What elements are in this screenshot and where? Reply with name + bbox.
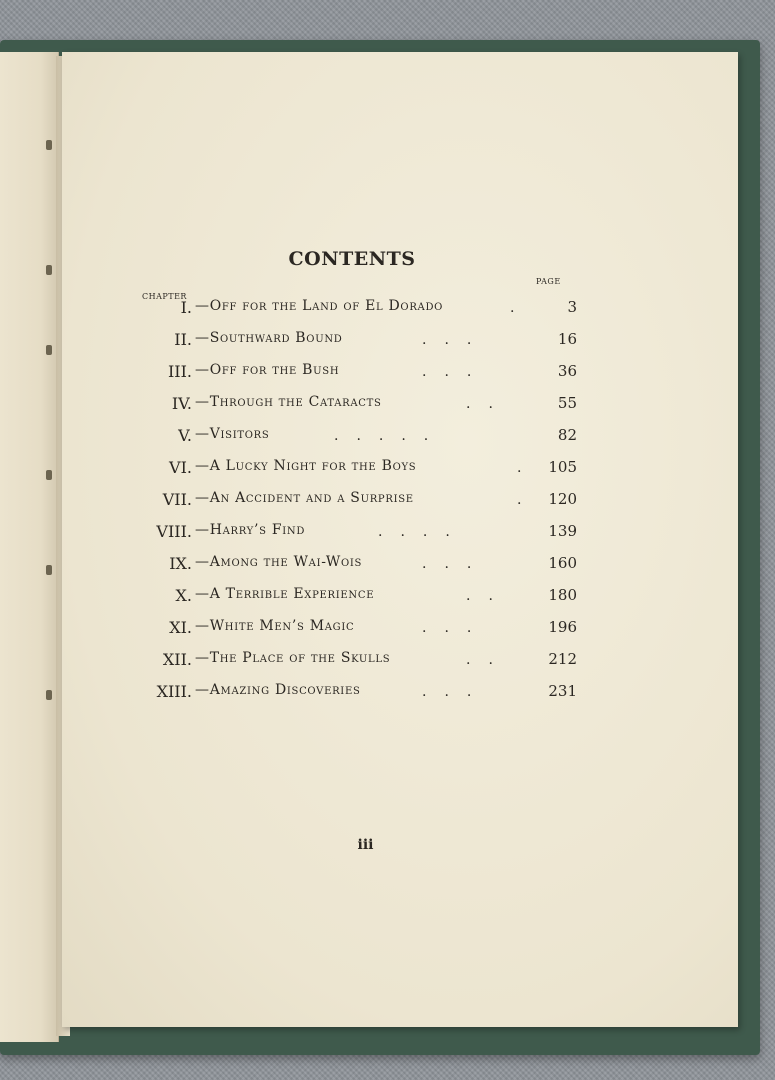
- page-number: 160: [548, 554, 577, 572]
- chapter-number: XII.: [162, 650, 192, 669]
- leader-dots: ..: [466, 396, 511, 412]
- leader-dots: .....: [334, 428, 447, 444]
- chapter-number: I.: [180, 298, 192, 317]
- binding-stitch: [46, 565, 52, 575]
- chapter-number: VI.: [169, 458, 192, 477]
- page-folio: iii: [357, 837, 374, 853]
- chapter-number: II.: [174, 330, 192, 349]
- toc-entry: [62, 426, 602, 450]
- chapter-number: XI.: [169, 618, 192, 637]
- leader-dots: ...: [422, 332, 490, 348]
- page-number: 196: [548, 618, 577, 636]
- leader-dots: ...: [422, 556, 490, 572]
- toc-entry: [62, 682, 602, 706]
- chapter-title: —Off for the Bush: [195, 362, 340, 378]
- chapter-title: —White Men’s Magic: [195, 618, 355, 634]
- toc-entry: [62, 394, 602, 418]
- contents-page: [62, 52, 738, 1027]
- chapter-title: —Among the Wai-Wois: [195, 554, 363, 570]
- page-number: 180: [548, 586, 577, 604]
- chapter-number: III.: [167, 362, 192, 381]
- chapter-title: —Harry’s Find: [195, 522, 306, 538]
- chapter-title: —Visitors: [195, 426, 270, 442]
- toc-entry: [62, 522, 602, 546]
- page-number: 139: [548, 522, 577, 540]
- leader-dots: .: [510, 300, 533, 316]
- chapter-number: VII.: [162, 490, 192, 509]
- binding-stitch: [46, 265, 52, 275]
- left-page-edge: [0, 52, 59, 1042]
- chapter-title: —Through the Cataracts: [195, 394, 382, 410]
- chapter-title: —Southward Bound: [195, 330, 343, 346]
- page-number: 3: [567, 298, 577, 316]
- chapter-number: V.: [178, 426, 192, 445]
- toc-entry: [62, 618, 602, 642]
- page-number: 212: [548, 650, 577, 668]
- page-number: 231: [548, 682, 577, 700]
- toc-entry: [62, 362, 602, 386]
- chapter-number: XIII.: [156, 682, 192, 701]
- page-title: CONTENTS: [288, 248, 416, 270]
- toc-entry: [62, 330, 602, 354]
- binding-stitch: [46, 140, 52, 150]
- binding-stitch: [46, 345, 52, 355]
- toc-entry: [62, 458, 602, 482]
- toc-entry: [62, 490, 602, 514]
- page-number: 55: [557, 394, 577, 412]
- page-number: 105: [548, 458, 577, 476]
- chapter-number: VIII.: [156, 522, 192, 541]
- page-number: 16: [557, 330, 577, 348]
- toc-entry: [62, 586, 602, 610]
- chapter-title: —The Place of the Skulls: [195, 650, 391, 666]
- leader-dots: .: [517, 492, 540, 508]
- page-column-header: PAGE: [536, 277, 561, 286]
- chapter-number: IX.: [169, 554, 192, 573]
- leader-dots: ..: [466, 588, 511, 604]
- chapter-number: IV.: [171, 394, 192, 413]
- toc-entry: [62, 298, 602, 322]
- chapter-title: —An Accident and a Surprise: [195, 490, 414, 506]
- chapter-title: —Amazing Discoveries: [195, 682, 361, 698]
- chapter-column-header: CHAPTER: [142, 292, 187, 301]
- binding-stitch: [46, 690, 52, 700]
- page-number: 36: [557, 362, 577, 380]
- leader-dots: ...: [422, 364, 490, 380]
- chapter-title: —A Terrible Experience: [195, 586, 375, 602]
- chapter-title: —A Lucky Night for the Boys: [195, 458, 417, 474]
- chapter-number: X.: [175, 586, 192, 605]
- leader-dots: .: [517, 460, 540, 476]
- chapter-title: —Off for the Land of El Dorado: [195, 298, 444, 314]
- toc-entry: [62, 554, 602, 578]
- binding-stitch: [46, 470, 52, 480]
- page-number: 82: [557, 426, 577, 444]
- leader-dots: ...: [422, 620, 490, 636]
- page-number: 120: [548, 490, 577, 508]
- toc-entry: [62, 650, 602, 674]
- leader-dots: ..: [466, 652, 511, 668]
- leader-dots: ...: [422, 684, 490, 700]
- leader-dots: ....: [378, 524, 468, 540]
